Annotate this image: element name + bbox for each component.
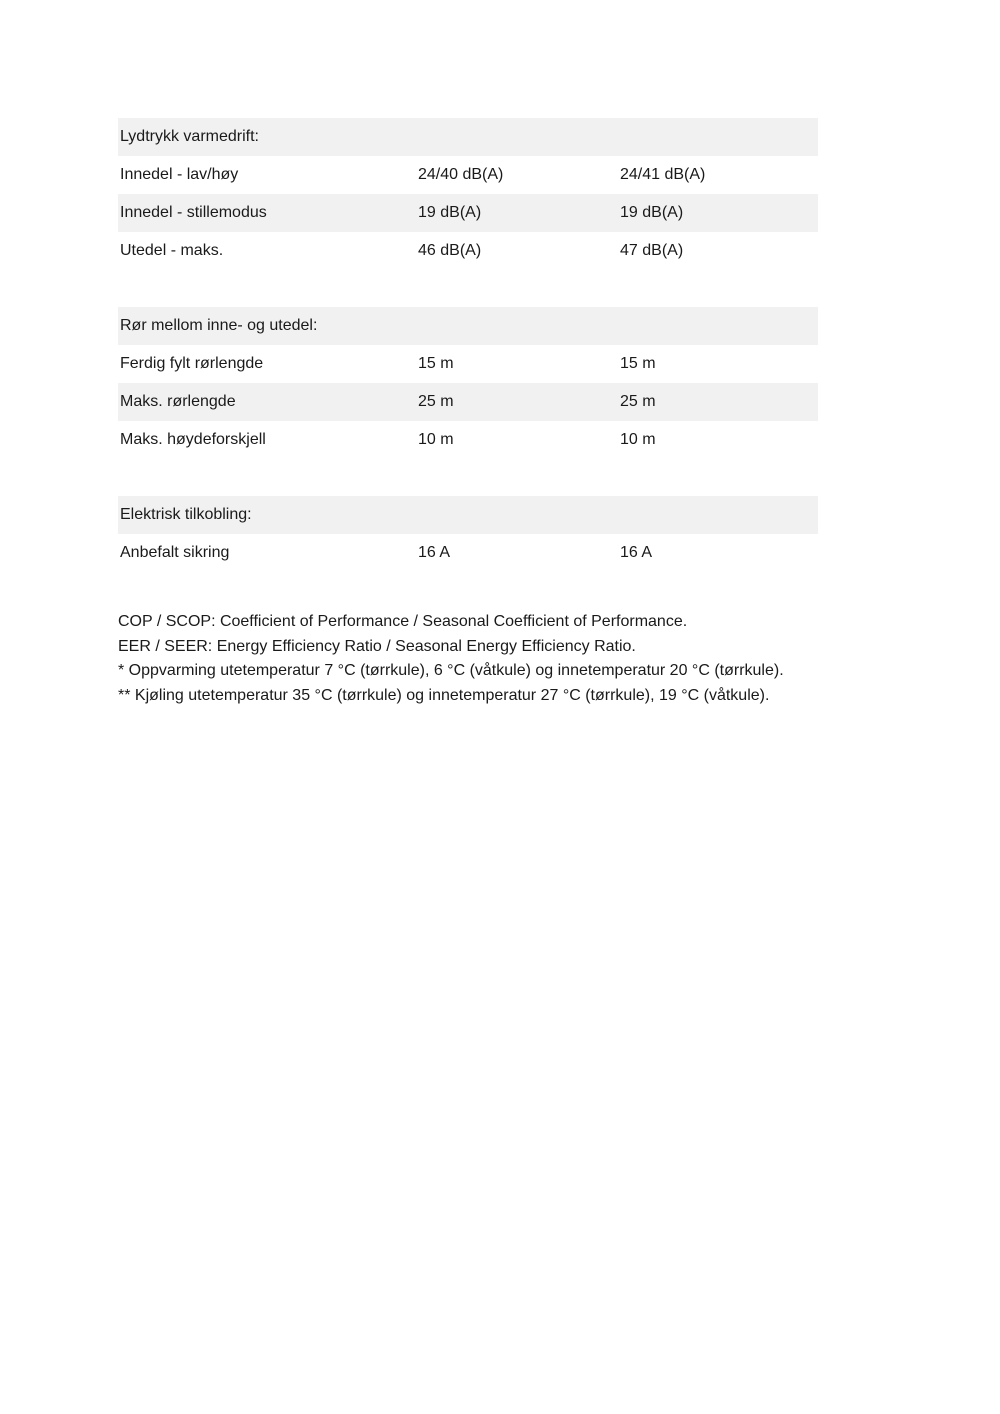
row-value-2: 15 m: [620, 355, 656, 372]
row-value-1: 15 m: [418, 355, 454, 372]
row-value-2: 47 dB(A): [620, 242, 684, 259]
row-label: Innedel - lav/høy: [120, 166, 239, 183]
section-header-row: [118, 118, 818, 156]
table-row: [118, 383, 818, 421]
footnote: * Oppvarming utetemperatur 7 °C (tørrkule), 6 °C (våtkule) og innetemperatur 20 °C (tørrkule).: [118, 662, 784, 679]
section-title: Rør mellom inne- og utedel:: [118, 307, 416, 345]
row-value-1: 16 A: [418, 544, 451, 561]
section-spacer: [118, 459, 838, 496]
row-label: Maks. rørlengde: [118, 383, 416, 421]
row-value-1: 25 m: [416, 383, 618, 421]
row-value-2: 25 m: [618, 383, 818, 421]
section-title: Lydtrykk varmedrift:: [118, 118, 416, 156]
section-header-row: [118, 307, 818, 345]
table-row: [118, 194, 818, 232]
spec-table-electrical: [118, 496, 818, 572]
table-row: [118, 534, 818, 572]
row-value-2: 10 m: [620, 431, 656, 448]
section-title: Elektrisk tilkobling:: [118, 496, 416, 534]
footnote: COP / SCOP: Coefficient of Performance / Seasonal Coefficient of Performance.: [118, 613, 688, 630]
footnote: ** Kjøling utetemperatur 35 °C (tørrkule) og innetemperatur 27 °C (tørrkule), 19 °C (våtkule).: [118, 686, 770, 704]
row-label: Innedel - stillemodus: [118, 194, 416, 232]
footnotes: [118, 610, 838, 708]
table-row: [118, 156, 818, 194]
table-row: [118, 345, 818, 383]
row-label: Maks. høydeforskjell: [120, 431, 266, 448]
row-value-1: 19 dB(A): [416, 194, 618, 232]
row-label: Anbefalt sikring: [120, 544, 230, 561]
table-row: [118, 232, 818, 270]
row-value-1: 24/40 dB(A): [418, 166, 504, 183]
document-page: [118, 118, 838, 708]
footnote: EER / SEER: Energy Efficiency Ratio / Seasonal Energy Efficiency Ratio.: [118, 637, 636, 655]
row-value-1: 46 dB(A): [418, 242, 482, 259]
section-spacer: [118, 270, 838, 307]
row-label: Utedel - maks.: [120, 242, 224, 259]
row-value-1: 10 m: [418, 431, 454, 448]
row-value-2: 24/41 dB(A): [620, 166, 706, 183]
spec-table-pipes: [118, 307, 818, 459]
table-row: [118, 421, 818, 459]
row-label: Ferdig fylt rørlengde: [120, 355, 264, 372]
row-value-2: 19 dB(A): [618, 194, 818, 232]
section-header-row: [118, 496, 818, 534]
spec-table-sound: [118, 118, 818, 270]
row-value-2: 16 A: [620, 544, 653, 561]
